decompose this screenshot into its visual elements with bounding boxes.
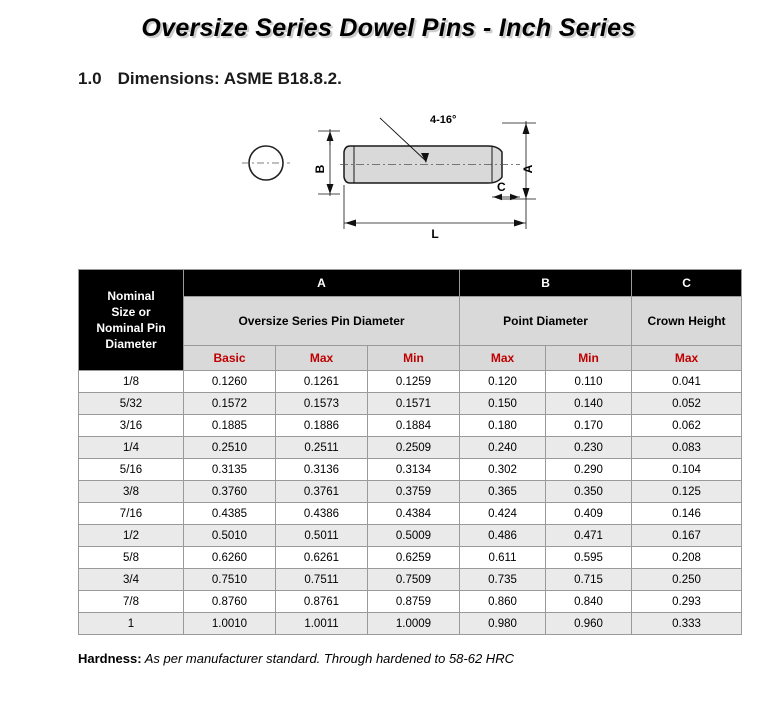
cell-size: 7/16 (79, 503, 184, 525)
cell-a-max: 0.1573 (276, 393, 368, 415)
angle-label: 4-16° (430, 114, 457, 126)
cell-a-basic: 0.8760 (184, 591, 276, 613)
cell-a-basic: 0.6260 (184, 547, 276, 569)
cell-a-min: 0.3759 (368, 481, 460, 503)
table-row (79, 459, 742, 481)
cell-a-max: 0.1886 (276, 415, 368, 437)
page-title: Oversize Series Dowel Pins - Inch Series (141, 14, 636, 42)
cell-b-max: 0.240 (460, 437, 546, 459)
cell-b-min: 0.960 (546, 613, 632, 635)
cell-size: 3/16 (79, 415, 184, 437)
col-header-a-basic: Basic (184, 346, 276, 371)
cell-b-min: 0.471 (546, 525, 632, 547)
cell-b-min: 0.715 (546, 569, 632, 591)
section-title: Dimensions: ASME B18.8.2. (117, 69, 342, 88)
b-arrowhead-top (327, 131, 334, 141)
cell-a-max: 0.5011 (276, 525, 368, 547)
cell-a-basic: 0.7510 (184, 569, 276, 591)
cell-size: 3/4 (79, 569, 184, 591)
section-heading (78, 69, 777, 89)
cell-a-max: 1.0011 (276, 613, 368, 635)
cell-a-basic: 0.1260 (184, 371, 276, 393)
cell-a-min: 0.1259 (368, 371, 460, 393)
cell-size: 5/8 (79, 547, 184, 569)
cell-c-max: 0.167 (632, 525, 742, 547)
hardness-label: Hardness: (78, 651, 142, 666)
table-row (79, 437, 742, 459)
cell-a-max: 0.7511 (276, 569, 368, 591)
dimensions-table (78, 269, 742, 635)
cell-a-min: 0.4384 (368, 503, 460, 525)
cell-c-max: 0.104 (632, 459, 742, 481)
a-label: A (521, 164, 535, 174)
cell-a-basic: 0.3135 (184, 459, 276, 481)
cell-a-max: 0.1261 (276, 371, 368, 393)
table-row (79, 525, 742, 547)
cell-c-max: 0.293 (632, 591, 742, 613)
cell-a-min: 0.6259 (368, 547, 460, 569)
dowel-pin-diagram-container (0, 101, 777, 251)
cell-c-max: 0.083 (632, 437, 742, 459)
cell-c-max: 0.333 (632, 613, 742, 635)
cell-a-min: 0.1571 (368, 393, 460, 415)
cell-a-max: 0.2511 (276, 437, 368, 459)
cell-a-min: 1.0009 (368, 613, 460, 635)
table-row (79, 547, 742, 569)
l-arrowhead-right (514, 220, 525, 227)
dowel-pin-diagram (230, 101, 560, 251)
cell-b-min: 0.409 (546, 503, 632, 525)
section-number: 1.0 (78, 69, 102, 88)
cell-size: 5/16 (79, 459, 184, 481)
table-row (79, 569, 742, 591)
cell-c-max: 0.146 (632, 503, 742, 525)
cell-a-min: 0.1884 (368, 415, 460, 437)
cell-b-max: 0.302 (460, 459, 546, 481)
cell-size: 3/8 (79, 481, 184, 503)
cell-a-basic: 0.4385 (184, 503, 276, 525)
cell-size: 1/2 (79, 525, 184, 547)
b-arrowhead-bottom (327, 184, 334, 194)
cell-c-max: 0.208 (632, 547, 742, 569)
group-header-c: C (632, 270, 742, 297)
cell-b-max: 0.486 (460, 525, 546, 547)
cell-b-min: 0.350 (546, 481, 632, 503)
cell-b-max: 0.180 (460, 415, 546, 437)
cell-b-max: 0.611 (460, 547, 546, 569)
hardness-text: As per manufacturer standard. Through hardened to 58-62 HRC (141, 651, 514, 666)
cell-b-max: 0.424 (460, 503, 546, 525)
group-header-b: B (460, 270, 632, 297)
cell-a-max: 0.3136 (276, 459, 368, 481)
cell-size: 5/32 (79, 393, 184, 415)
subtitle-crown-height: Crown Height (632, 297, 742, 346)
l-arrowhead-left (345, 220, 356, 227)
cell-a-max: 0.8761 (276, 591, 368, 613)
col-header-b-min: Min (546, 346, 632, 371)
nominal-line-2: Size or (111, 305, 151, 319)
cell-size: 1 (79, 613, 184, 635)
table-row (79, 371, 742, 393)
cell-b-max: 0.150 (460, 393, 546, 415)
subtitle-point-diameter: Point Diameter (460, 297, 632, 346)
col-header-c-max: Max (632, 346, 742, 371)
cell-b-max: 0.120 (460, 371, 546, 393)
cell-c-max: 0.052 (632, 393, 742, 415)
cell-size: 1/4 (79, 437, 184, 459)
table-row (79, 503, 742, 525)
cell-a-basic: 1.0010 (184, 613, 276, 635)
table-row (79, 613, 742, 635)
cell-a-max: 0.6261 (276, 547, 368, 569)
cell-a-basic: 0.1885 (184, 415, 276, 437)
cell-b-min: 0.110 (546, 371, 632, 393)
cell-a-min: 0.5009 (368, 525, 460, 547)
c-arrowhead-left (493, 194, 502, 200)
cell-b-min: 0.290 (546, 459, 632, 481)
cell-b-max: 0.365 (460, 481, 546, 503)
cell-c-max: 0.062 (632, 415, 742, 437)
cell-a-min: 0.3134 (368, 459, 460, 481)
table-header-groups (79, 270, 742, 297)
nominal-line-3: Nominal Pin (96, 321, 166, 335)
l-label: L (431, 227, 439, 241)
cell-c-max: 0.250 (632, 569, 742, 591)
cell-c-max: 0.041 (632, 371, 742, 393)
cell-b-min: 0.840 (546, 591, 632, 613)
cell-a-min: 0.7509 (368, 569, 460, 591)
cell-a-min: 0.2509 (368, 437, 460, 459)
cell-a-basic: 0.5010 (184, 525, 276, 547)
cell-b-max: 0.980 (460, 613, 546, 635)
col-header-a-max: Max (276, 346, 368, 371)
cell-a-min: 0.8759 (368, 591, 460, 613)
cell-c-max: 0.125 (632, 481, 742, 503)
table-row (79, 415, 742, 437)
cell-a-basic: 0.1572 (184, 393, 276, 415)
cell-a-max: 0.4386 (276, 503, 368, 525)
table-row (79, 393, 742, 415)
nominal-line-4: Diameter (105, 337, 157, 351)
nominal-line-1: Nominal (107, 289, 155, 303)
subtitle-pin-diameter: Oversize Series Pin Diameter (184, 297, 460, 346)
cell-a-basic: 0.3760 (184, 481, 276, 503)
cell-a-basic: 0.2510 (184, 437, 276, 459)
cell-a-max: 0.3761 (276, 481, 368, 503)
nominal-size-header (79, 270, 184, 371)
cell-b-min: 0.140 (546, 393, 632, 415)
cell-b-max: 0.735 (460, 569, 546, 591)
hardness-note (78, 651, 777, 666)
cell-size: 1/8 (79, 371, 184, 393)
cell-b-min: 0.170 (546, 415, 632, 437)
col-header-b-max: Max (460, 346, 546, 371)
cell-b-max: 0.860 (460, 591, 546, 613)
cell-b-min: 0.230 (546, 437, 632, 459)
cell-size: 7/8 (79, 591, 184, 613)
group-header-a: A (184, 270, 460, 297)
c-label: C (497, 180, 506, 194)
a-arrowhead-top (523, 123, 530, 134)
spec-table-container (78, 269, 726, 635)
table-row (79, 591, 742, 613)
b-label: B (313, 164, 327, 174)
table-row (79, 481, 742, 503)
a-arrowhead-bottom (523, 188, 530, 199)
cell-b-min: 0.595 (546, 547, 632, 569)
col-header-a-min: Min (368, 346, 460, 371)
